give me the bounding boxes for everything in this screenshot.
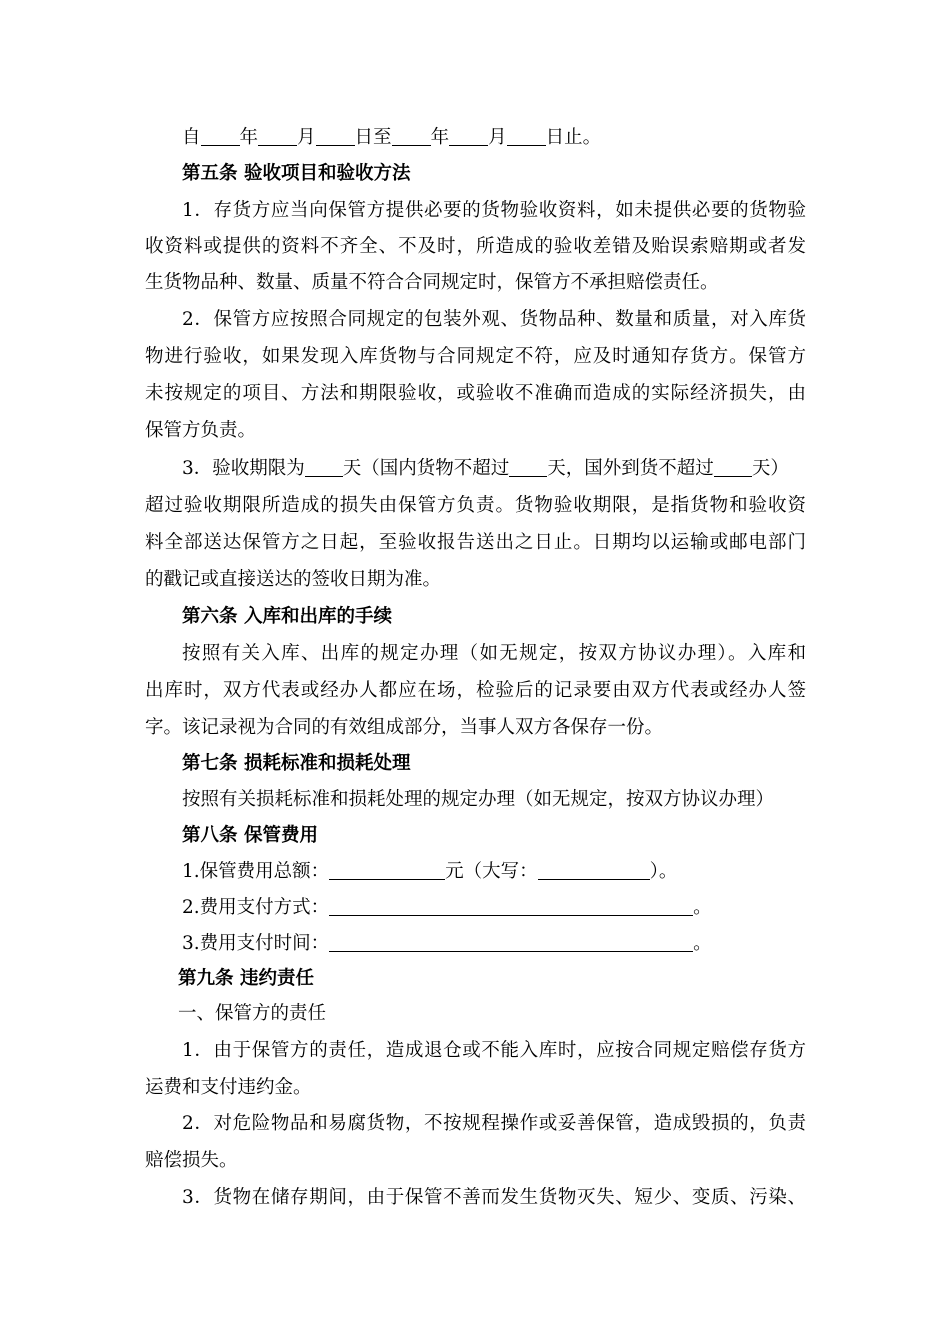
payment-method-line [182,895,712,921]
paragraph-line: 2．保管方应按照合同规定的包装外观、货物品种、数量和质量，对入库货 [182,309,806,330]
text: 天） [751,458,789,479]
inspection-period-line [182,456,789,482]
paragraph-line: 按照有关入库、出库的规定办理（如无规定，按双方协议办理）。入库和 [182,643,806,664]
fee-total-line [182,859,677,885]
article-5-heading: 第五条 验收项目和验收方法 [182,163,411,184]
date-range-line [182,125,601,151]
paragraph-line: 的戳记或直接送达的签收日期为准。 [145,569,442,590]
paragraph-line: 生货物品种、数量、质量不符合合同规定时，保管方不承担赔偿责任。 [145,272,719,293]
blank-domestic-days [509,456,547,477]
blank-year-end [392,125,431,146]
text: 月 [297,127,316,148]
paragraph-line: 料全部送达保管方之日起，至验收报告送出之日止。日期均以运输或邮电部门 [145,532,806,553]
blank-month-start [258,125,297,146]
article-6-heading: 第六条 入库和出库的手续 [182,606,392,627]
blank-day-end [507,125,546,146]
text: ）。 [649,861,678,882]
blank-payment-time [329,931,693,952]
paragraph-line: 一、保管方的责任 [178,1003,327,1024]
blank-year-start [201,125,240,146]
paragraph-line: 2．对危险物品和易腐货物，不按规程操作或妥善保管，造成毁损的，负责 [182,1113,806,1134]
paragraph-line: 收资料或提供的资料不齐全、不及时，所造成的验收差错及贻误索赔期或者发 [145,236,806,257]
paragraph-line: 物进行验收，如果发现入库货物与合同规定不符，应及时通知存货方。保管方 [145,346,806,367]
blank-foreign-days [714,456,752,477]
blank-fee-amount [329,859,445,880]
paragraph-line: 超过验收期限所造成的损失由保管方负责。货物验收期限，是指货物和验收资 [145,495,806,516]
text: 1.保管费用总额： [182,861,330,882]
article-7-heading: 第七条 损耗标准和损耗处理 [182,753,411,774]
paragraph-line: 字。该记录视为合同的有效组成部分，当事人双方各保存一份。 [145,717,664,738]
blank-days [305,456,343,477]
text: 天，国外到货不超过 [547,458,714,479]
text: 日止。 [545,127,602,148]
paragraph-line: 3．货物在储存期间，由于保管不善而发生货物灭失、短少、变质、污染、 [182,1187,806,1208]
text: 月 [488,127,507,148]
text: 年 [430,127,450,148]
text: 2.费用支付方式： [182,897,330,918]
paragraph-line: 保管方负责。 [145,420,257,441]
paragraph-line: 赔偿损失。 [145,1150,238,1171]
paragraph-line: 未按规定的项目、方法和期限验收，或验收不准确而造成的实际经济损失，由 [145,383,806,404]
paragraph-line: 出库时，双方代表或经办人都应在场，检验后的记录要由双方代表或经办人签 [145,680,806,701]
text: 3．验收期限为 [182,458,305,479]
text: 。 [693,897,712,918]
paragraph-line: 1．存货方应当向保管方提供必要的货物验收资料，如未提供必要的货物验 [182,200,806,221]
text: 日至 [354,127,392,148]
text: 天（国内货物不超过 [342,458,510,479]
text: 元（大写： [445,861,538,882]
article-9-heading: 第九条 违约责任 [178,968,314,989]
paragraph-line: 1．由于保管方的责任，造成退仓或不能入库时，应按合同规定赔偿存货方 [182,1040,806,1061]
text: 。 [693,933,712,954]
blank-fee-capital [538,859,650,880]
paragraph-line: 按照有关损耗标准和损耗处理的规定办理（如无规定，按双方协议办理） [182,789,775,810]
payment-time-line [182,931,712,957]
text: 3.费用支付时间： [182,933,330,954]
blank-day-start [316,125,355,146]
paragraph-line: 运费和支付违约金。 [145,1077,312,1098]
blank-payment-method [329,895,693,916]
text: 自 [182,127,201,148]
text: 年 [239,127,259,148]
blank-month-end [449,125,488,146]
article-8-heading: 第八条 保管费用 [182,825,318,846]
